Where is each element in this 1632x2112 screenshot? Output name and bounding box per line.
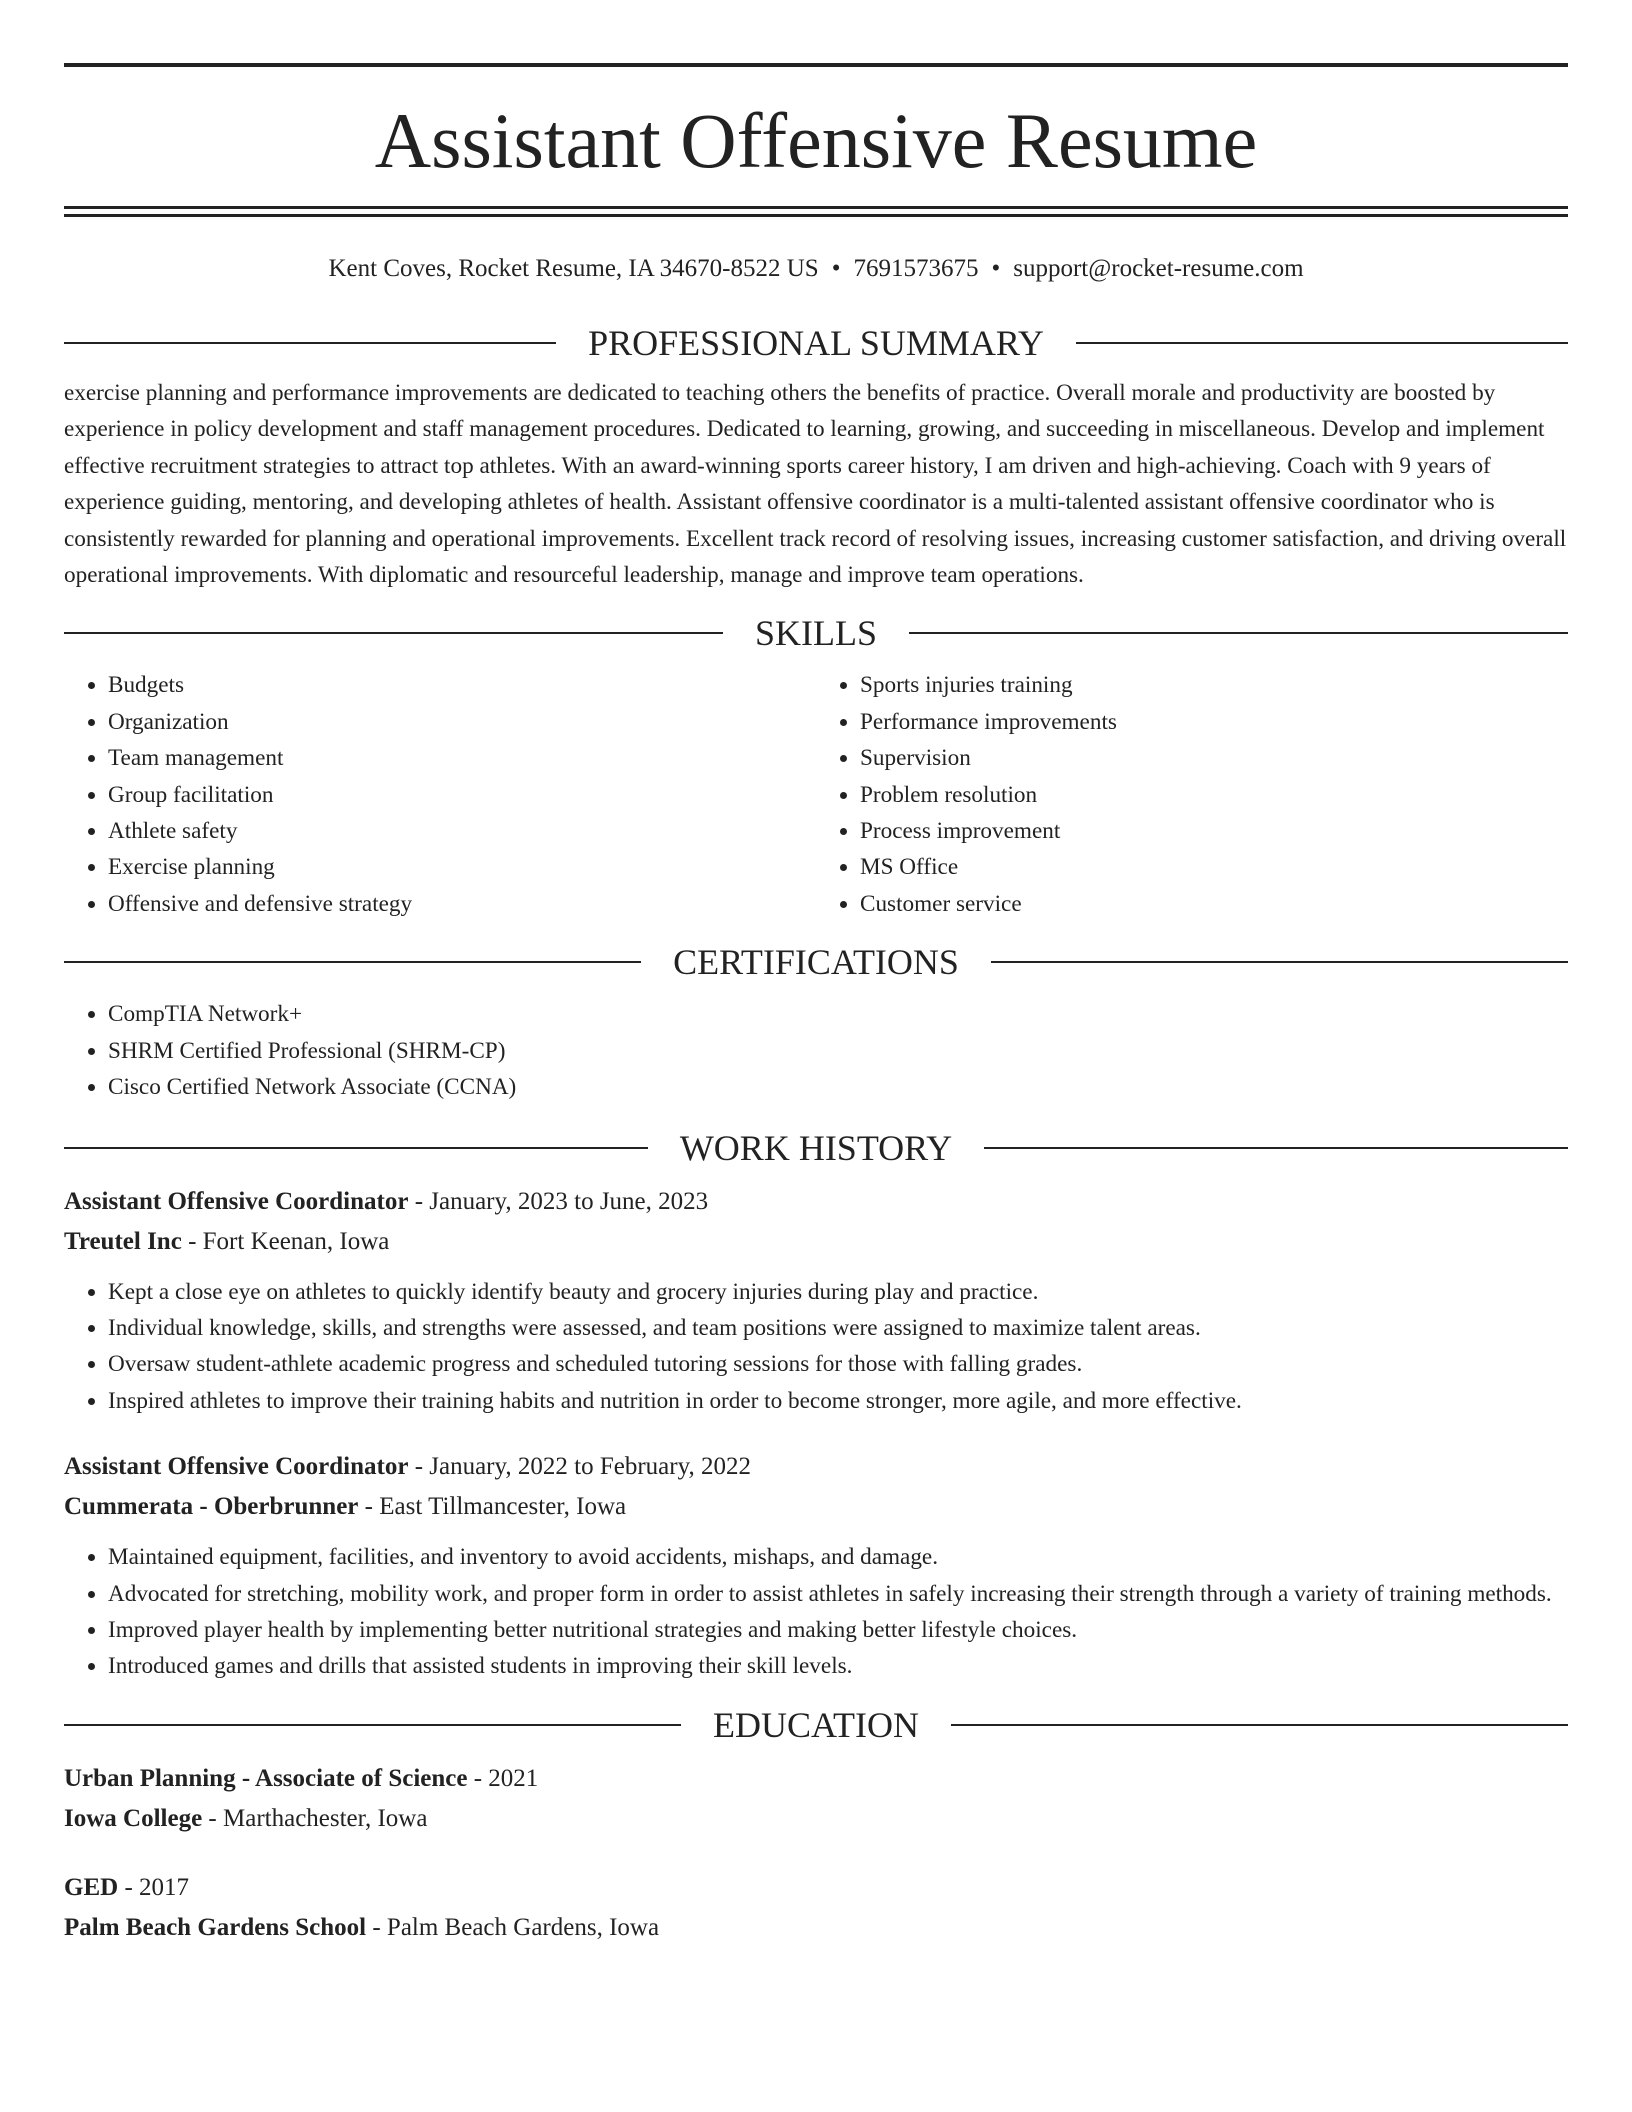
skills-heading: SKILLS [755, 613, 878, 654]
contact-separator: • [831, 255, 841, 282]
education-year: - 2017 [118, 1873, 190, 1901]
education-degree: Urban Planning - Associate of Science [64, 1764, 468, 1792]
work-heading: WORK HISTORY [679, 1127, 953, 1168]
section-rule-left [64, 1724, 681, 1726]
work-section-header [64, 1126, 1568, 1170]
section-rule-left [64, 632, 723, 634]
job-dates: - January, 2022 to February, 2022 [408, 1453, 751, 1481]
education-school-line [64, 1908, 1568, 1948]
education-location: - Marthachester, Iowa [202, 1804, 428, 1832]
job-entry [64, 1447, 1568, 1685]
job-role-line [64, 1447, 1568, 1487]
education-degree-line [64, 1759, 1568, 1799]
job-bullet: • Maintained equipment, facilities, and inventory to avoid accidents, mishaps, and damage. [108, 1539, 1568, 1575]
skill-item: • Budgets [108, 667, 816, 703]
certification-item: • CompTIA Network+ [108, 996, 1568, 1032]
education-school-line [64, 1799, 1568, 1839]
job-bullet: • Individual knowledge, skills, and strengths were assessed, and team positions were assigned to maximize talent areas. [108, 1310, 1568, 1346]
job-bullet: • Inspired athletes to improve their training habits and nutrition in order to become stronger, more agile, and more effective. [108, 1383, 1568, 1419]
job-company: Cummerata - Oberbrunner [64, 1493, 359, 1521]
skill-item: • Process improvement [860, 813, 1568, 849]
certifications-heading: CERTIFICATIONS [673, 942, 959, 983]
skills-list-left [64, 667, 816, 922]
education-location: - Palm Beach Gardens, Iowa [366, 1913, 660, 1941]
section-rule-left [64, 1147, 648, 1149]
summary-section-header [64, 321, 1568, 365]
section-rule-right [984, 1147, 1568, 1149]
job-bullet: • Introduced games and drills that assisted students in improving their skill levels. [108, 1648, 1568, 1684]
education-school: Iowa College [64, 1804, 203, 1832]
section-rule-left [64, 342, 556, 344]
skills-section-header [64, 611, 1568, 655]
skills-grid [64, 667, 1568, 922]
job-role-line [64, 1182, 1568, 1222]
job-title: Assistant Offensive Coordinator [64, 1187, 409, 1215]
job-bullets [64, 1539, 1568, 1685]
resume-title: Assistant Offensive Resume [374, 97, 1258, 184]
skill-item: • Problem resolution [860, 777, 1568, 813]
skill-item: • Customer service [860, 886, 1568, 922]
section-rule-left [64, 961, 641, 963]
education-school: Palm Beach Gardens School [64, 1913, 367, 1941]
contact-phone: 7691573675 [853, 255, 979, 282]
skill-item: • Exercise planning [108, 849, 816, 885]
contact-address: Kent Coves, Rocket Resume, IA 34670-8522 US [328, 255, 819, 282]
job-location: - East Tillmancester, Iowa [358, 1493, 627, 1521]
job-bullet: • Kept a close eye on athletes to quickly identify beauty and grocery injuries during play and practice. [108, 1274, 1568, 1310]
certification-item: • Cisco Certified Network Associate (CCNA) [108, 1069, 1568, 1105]
job-bullet: • Improved player health by implementing better nutritional strategies and making better lifestyle choices. [108, 1612, 1568, 1648]
skill-item: • Performance improvements [860, 704, 1568, 740]
summary-heading: PROFESSIONAL SUMMARY [588, 323, 1044, 363]
education-year: - 2021 [467, 1764, 539, 1792]
job-bullets [64, 1274, 1568, 1420]
education-section-header [64, 1703, 1568, 1747]
job-company: Treutel Inc [64, 1227, 182, 1255]
education-entry [64, 1759, 1568, 1839]
skill-item: • Team management [108, 740, 816, 776]
job-bullet: • Oversaw student-athlete academic progress and scheduled tutoring sessions for those with falling grades. [108, 1346, 1568, 1382]
certification-item: • SHRM Certified Professional (SHRM-CP) [108, 1033, 1568, 1069]
skill-item: • Organization [108, 704, 816, 740]
contact-email: support@rocket-resume.com [1013, 255, 1304, 282]
job-title: Assistant Offensive Coordinator [64, 1453, 409, 1481]
section-rule-right [1076, 342, 1568, 344]
skill-item: • Sports injuries training [860, 667, 1568, 703]
education-heading: EDUCATION [713, 1704, 919, 1745]
skill-item: • Group facilitation [108, 777, 816, 813]
education-degree: GED [64, 1873, 119, 1901]
certifications-section-header [64, 940, 1568, 984]
job-entry [64, 1182, 1568, 1420]
skill-item: • MS Office [860, 849, 1568, 885]
skill-item: • Supervision [860, 740, 1568, 776]
section-rule-right [951, 1724, 1568, 1726]
job-bullet: • Advocated for stretching, mobility work, and proper form in order to assist athletes in safely increasing their strength through a variety of training methods. [108, 1576, 1568, 1612]
job-location: - Fort Keenan, Iowa [181, 1227, 390, 1255]
job-org-line [64, 1487, 1568, 1527]
education-entry [64, 1868, 1568, 1948]
job-org-line [64, 1222, 1568, 1262]
skills-list-right [816, 667, 1568, 922]
summary-text: exercise planning and performance improvements are dedicated to teaching others the benefits of practice. Overall morale and productivity are boosted by experience in policy development and staff management procedures. Dedicated to learning, growing, and succeeding in miscellaneous. Develop and implement effective recruitment strategies to attract top athletes. With an award-winning sports career history, I am driven and high-achieving. Coach with 9 years of experience guiding, mentoring, and developing athletes of health. Assistant offensive coordinator is a multi-talented assistant offensive coordinator who is consistently rewarded for planning and operational improvements. Excellent track record of resolving issues, increasing customer satisfaction, and driving overall operational improvements. With diplomatic and resourceful leadership, manage and improve team operations. [64, 380, 1567, 589]
certifications-list [64, 996, 1568, 1105]
skill-item: • Offensive and defensive strategy [108, 886, 816, 922]
contact-line [64, 251, 1568, 287]
skill-item: • Athlete safety [108, 813, 816, 849]
title-double-rule [64, 206, 1568, 217]
section-rule-right [991, 961, 1568, 963]
job-dates: - January, 2023 to June, 2023 [408, 1187, 709, 1215]
contact-separator: • [991, 255, 1001, 282]
section-rule-right [909, 632, 1568, 634]
education-degree-line [64, 1868, 1568, 1908]
